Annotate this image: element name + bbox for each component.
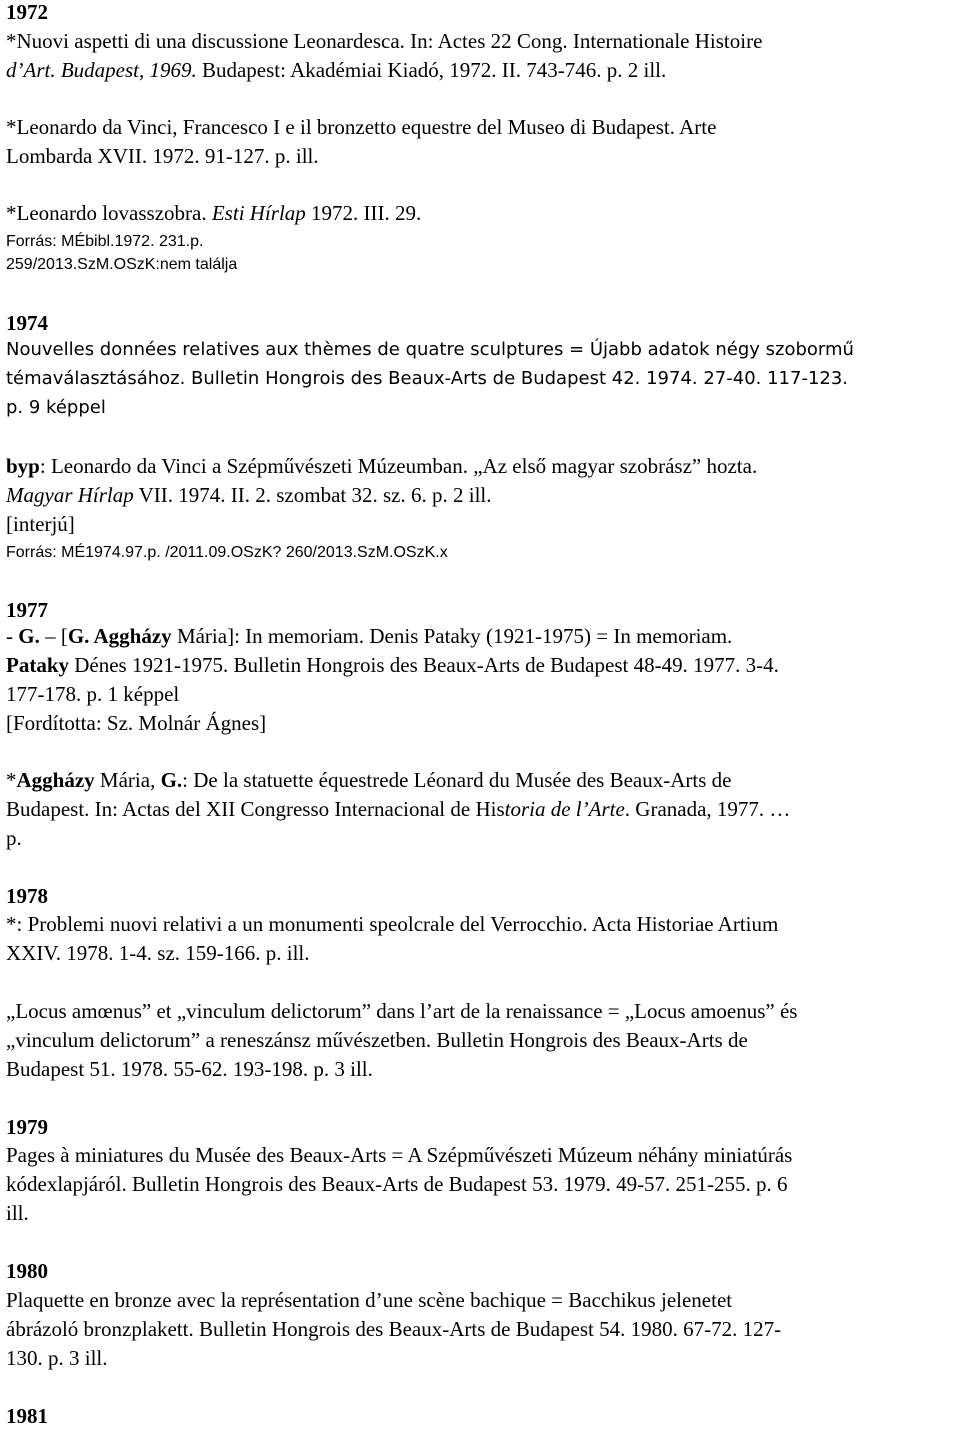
source-note: Forrás: MÉbibl.1972. 231.p. [6, 233, 204, 250]
entry-line: p. [6, 826, 22, 850]
year-heading-1979: 1979 [6, 1115, 48, 1139]
entry-text: Mária, [94, 768, 161, 792]
entry-text: - [6, 624, 19, 648]
entry-line [6, 770, 731, 791]
entry-line [6, 655, 779, 676]
year-heading-1981: 1981 [6, 1404, 48, 1428]
entry-text: – [ [39, 624, 68, 648]
entry-line [6, 626, 732, 647]
entry-line: témaválasztásához. Bulletin Hongrois des Beaux-Arts de Budapest 42. 1974. 27-40. 117-123. [6, 368, 849, 389]
entry-text: 1972. III. 29. [305, 201, 422, 225]
entry-line: Nouvelles données relatives aux thèmes de quatre sculptures = Újabb adatok négy szobormű [6, 339, 854, 360]
year-heading-1977: 1977 [6, 598, 48, 622]
entry-text: * [6, 768, 17, 792]
entry-line: XXIV. 1978. 1-4. sz. 159-166. p. ill. [6, 941, 310, 965]
entry-line: [Fordította: Sz. Molnár Ágnes] [6, 711, 267, 735]
entry-author: Aggházy [16, 768, 95, 792]
entry-italic: Magyar Hírlap [6, 483, 134, 507]
entry-author: G. Aggházy [67, 624, 172, 648]
entry-line [6, 60, 666, 81]
source-note: Forrás: MÉ1974.97.p. /2011.09.OSzK? 260/2013.SzM.OSzK.x [6, 544, 448, 561]
entry-line: 177-178. p. 1 képpel [6, 682, 180, 706]
entry-line: kódexlapjáról. Bulletin Hongrois des Beaux-Arts de Budapest 53. 1979. 49-57. 251-255. p. 6 [6, 1172, 788, 1196]
year-heading-1980: 1980 [6, 1259, 48, 1283]
entry-line [6, 485, 492, 506]
entry-author: byp [6, 454, 40, 478]
entry-line [6, 203, 421, 224]
entry-line: ábrázoló bronzplakett. Bulletin Hongrois des Beaux-Arts de Budapest 54. 1980. 67-72. 127- [6, 1317, 782, 1341]
entry-line: 130. p. 3 ill. [6, 1346, 108, 1370]
entry-line [6, 456, 757, 477]
entry-italic: Esti Hírlap [211, 201, 306, 225]
entry-text: Budapest. In: Actas del XII Congresso Internacional de His [6, 797, 505, 821]
entry-italic: toria de l’Arte [504, 797, 625, 821]
source-note: 259/2013.SzM.OSzK:nem találja [6, 256, 238, 273]
entry-line [6, 799, 790, 820]
entry-line: Lombarda XVII. 1972. 91-127. p. ill. [6, 144, 319, 168]
entry-line: [interjú] [6, 512, 75, 536]
entry-text: Budapest: Akadémiai Kiadó, 1972. II. 743-746. p. 2 ill. [196, 58, 667, 82]
entry-author: G. [18, 624, 40, 648]
entry-text: : Leonardo da Vinci a Szépművészeti Múzeumban. „Az első magyar szobrász” hozta. [39, 454, 758, 478]
entry-text: . Granada, 1977. … [624, 797, 791, 821]
entry-line: *Nuovi aspetti di una discussione Leonardesca. In: Actes 22 Cong. Internationale Histoire [6, 29, 763, 53]
entry-text: : De la statuette équestrede Léonard du Musée des Beaux-Arts de [182, 768, 732, 792]
entry-text: VII. 1974. II. 2. szombat 32. sz. 6. p. 2 ill. [133, 483, 492, 507]
entry-text: Dénes 1921-1975. Bulletin Hongrois des Beaux-Arts de Budapest 48-49. 1977. 3-4. [69, 653, 779, 677]
entry-line: Budapest 51. 1978. 55-62. 193-198. p. 3 ill. [6, 1057, 373, 1081]
year-heading-1974: 1974 [6, 311, 48, 335]
entry-line: *Leonardo da Vinci, Francesco I e il bronzetto equestre del Museo di Budapest. Arte [6, 115, 717, 139]
entry-text: *Leonardo lovasszobra. [6, 201, 212, 225]
year-heading-1978: 1978 [6, 884, 48, 908]
entry-line: Plaquette en bronze avec la représentation d’une scène bachique = Bacchikus jelenetet [6, 1288, 733, 1312]
year-heading-1972: 1972 [6, 0, 48, 24]
entry-text: Mária]: In memoriam. Denis Pataky (1921-1975) = In memoriam. [171, 624, 733, 648]
entry-author: Pataky [6, 653, 69, 677]
entry-line: „Locus amœnus” et „vinculum delictorum” dans l’art de la renaissance = „Locus amoenus” és [6, 999, 798, 1023]
entry-line: Pages à miniatures du Musée des Beaux-Arts = A Szépművészeti Múzeum néhány miniatúrás [6, 1143, 793, 1167]
entry-line: „vinculum delictorum” a reneszánsz művészetben. Bulletin Hongrois des Beaux-Arts de [6, 1028, 748, 1052]
entry-line: *: Problemi nuovi relativi a un monumenti speolcrale del Verrocchio. Acta Historiae Artium [6, 912, 779, 936]
entry-author: G. [160, 768, 183, 792]
entry-italic: d’Art. Budapest, 1969. [6, 58, 197, 82]
entry-line: ill. [6, 1201, 29, 1225]
entry-line: p. 9 képpel [6, 397, 106, 418]
